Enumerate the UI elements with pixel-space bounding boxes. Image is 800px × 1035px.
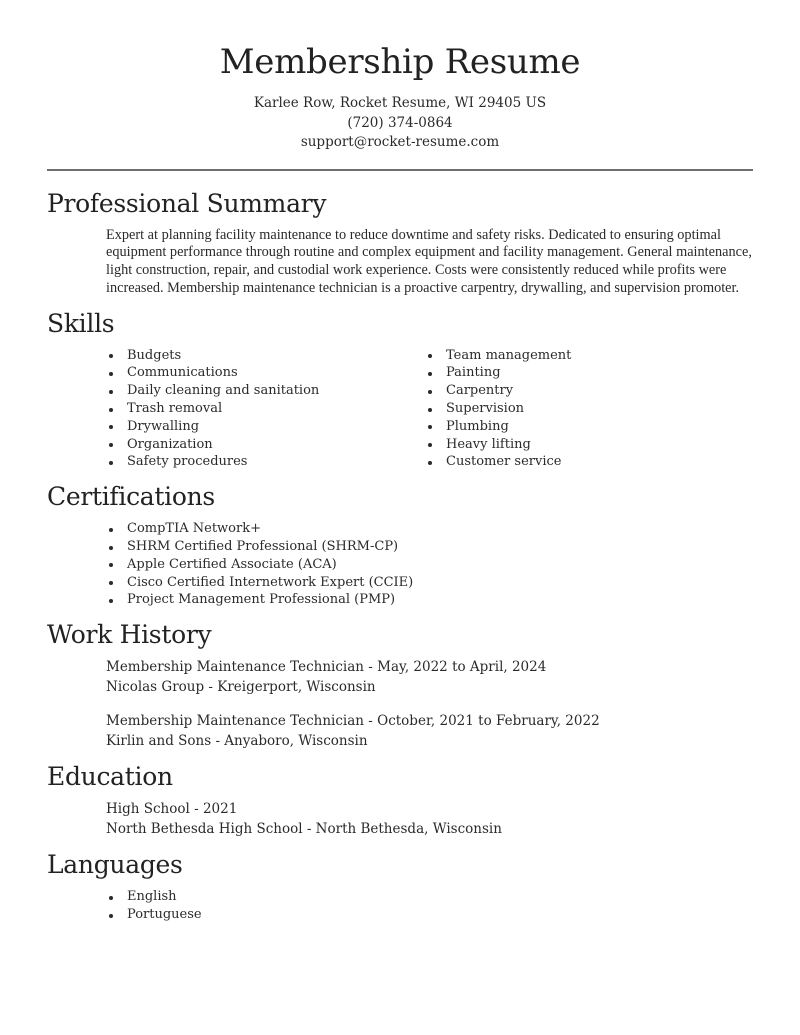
skill-item: Plumbing [425, 418, 744, 436]
education-school-location: North Bethesda High School - North Bethesda, Wisconsin [106, 821, 502, 838]
language-item: Portuguese [106, 906, 753, 924]
skills-list-right [425, 347, 744, 472]
skill-item: Organization [106, 436, 425, 454]
summary-body [106, 227, 753, 298]
skills-list-left [106, 347, 425, 472]
skills-grid [106, 347, 753, 472]
section-heading-skills: Skills [47, 308, 115, 338]
language-item: English [106, 888, 753, 906]
summary-section [47, 187, 753, 298]
contact-address: Karlee Row, Rocket Resume, WI 29405 US [253, 95, 547, 111]
skill-item: Customer service [425, 453, 744, 471]
education-body [106, 799, 753, 839]
languages-body [106, 888, 753, 924]
header-divider [47, 169, 753, 171]
certification-item: Cisco Certified Internetwork Expert (CCIE) [106, 574, 753, 592]
skills-section [47, 307, 753, 472]
skill-item: Painting [425, 364, 744, 382]
section-heading-education: Education [47, 762, 173, 792]
skill-item: Safety procedures [106, 453, 425, 471]
resume-title: Membership Resume [219, 42, 581, 82]
education-degree-year: High School - 2021 [106, 801, 238, 818]
languages-section [47, 848, 753, 924]
skill-item: Daily cleaning and sanitation [106, 382, 425, 400]
section-heading-certifications: Certifications [47, 482, 215, 512]
skill-item: Budgets [106, 347, 425, 365]
certifications-body [106, 520, 753, 609]
skill-item: Supervision [425, 400, 744, 418]
certification-item: CompTIA Network+ [106, 520, 753, 538]
section-heading-summary: Professional Summary [47, 188, 327, 218]
skill-item: Drywalling [106, 418, 425, 436]
certifications-section [47, 480, 753, 609]
work-history-body [106, 657, 753, 751]
section-heading-languages: Languages [47, 850, 183, 880]
resume-header [47, 0, 753, 153]
skill-item: Carpentry [425, 382, 744, 400]
job-company-location: Kirlin and Sons - Anyaboro, Wisconsin [106, 733, 368, 750]
work-history-section [47, 618, 753, 751]
job-company-location: Nicolas Group - Kreigerport, Wisconsin [106, 679, 376, 696]
skill-item: Team management [425, 347, 744, 365]
job-title-dates: Membership Maintenance Technician - October, 2021 to February, 2022 [106, 713, 600, 730]
job-title-dates: Membership Maintenance Technician - May, 2022 to April, 2024 [106, 659, 547, 676]
skill-item: Trash removal [106, 400, 425, 418]
section-heading-work-history: Work History [47, 620, 212, 650]
resume-page [47, 0, 753, 924]
education-section [47, 760, 753, 839]
certification-item: SHRM Certified Professional (SHRM-CP) [106, 538, 753, 556]
certification-item: Apple Certified Associate (ACA) [106, 556, 753, 574]
contact-phone: (720) 374-0864 [347, 114, 453, 131]
skill-item: Communications [106, 364, 425, 382]
skill-item: Heavy lifting [425, 436, 744, 454]
job-entry [106, 657, 753, 697]
languages-list [106, 888, 753, 924]
summary-text: Expert at planning facility maintenance to reduce downtime and safety risks. Dedicated to ensuring optimal equipment performance through routine and complex equipment and facility management. General maintenance, light construction, repair, and custodial work experience. Costs were consistently reduced while profits were increased. Membership maintenance technician is a proactive carpentry, drywalling, and supervision promoter. [106, 226, 752, 296]
contact-email: support@rocket-resume.com [300, 134, 500, 150]
certification-item: Project Management Professional (PMP) [106, 591, 753, 609]
job-entry [106, 711, 753, 751]
certifications-list [106, 520, 753, 609]
